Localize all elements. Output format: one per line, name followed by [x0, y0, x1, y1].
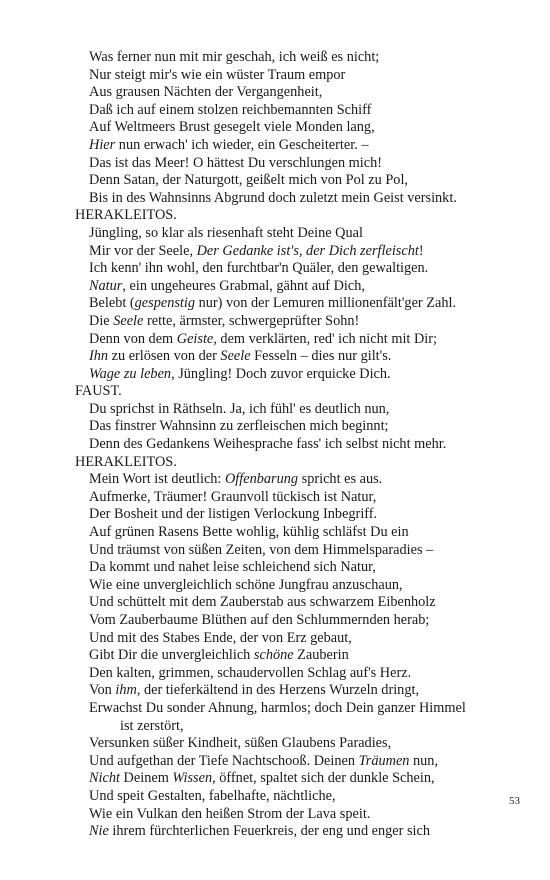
- text-segment: spricht es aus.: [298, 471, 383, 488]
- verse-line: [75, 401, 515, 419]
- text-segment: , dem verklärten, red' ich nicht mit Dir;: [213, 330, 437, 347]
- verse-line: [75, 67, 515, 85]
- text-segment: , der tieferkältend in des Herzens Wurzeln dringt,: [136, 682, 420, 699]
- verse-line: [75, 418, 515, 436]
- text-segment: nur) von der Lemuren millionenfält'ger Zahl.: [195, 295, 457, 312]
- text-segment: Was ferner nun mit mir geschah, ich weiß es nicht;: [89, 49, 380, 65]
- emphasized-text: Träumen: [358, 752, 410, 769]
- verse-line: [75, 700, 515, 718]
- emphasized-text: gespenstig: [134, 295, 196, 312]
- verse-line: [75, 172, 515, 190]
- verse-line: [75, 102, 515, 120]
- page-number: 53: [509, 795, 520, 807]
- verse-line: [75, 348, 515, 366]
- verse-line: [75, 366, 515, 384]
- verse-line: [75, 612, 515, 630]
- emphasized-text: Geiste: [176, 330, 214, 347]
- speaker-name: [75, 383, 515, 401]
- text-segment: Du sprichst in Räthseln. Ja, ich fühl' es deutlich nun,: [89, 400, 390, 417]
- text-segment: , öffnet, spaltet sich der dunkle Schein,: [212, 770, 435, 787]
- text-segment: Gibt Dir die unvergleichlich: [89, 647, 254, 664]
- text-segment: Wie ein Vulkan den heißen Strom der Lava speit.: [89, 805, 371, 822]
- text-segment: Die: [89, 312, 114, 329]
- text-segment: Aufmerke, Träumer! Graunvoll tückisch ist Natur,: [89, 488, 377, 505]
- text-segment: , ein ungeheures Grabmal, gähnt auf Dich,: [122, 277, 365, 294]
- verse-line: [75, 471, 515, 489]
- text-segment: Deinem: [119, 770, 173, 787]
- verse-line: [75, 489, 515, 507]
- verse-line: [75, 770, 515, 788]
- emphasized-text: Natur: [89, 277, 123, 294]
- emphasized-text: Offenbarung: [224, 471, 299, 488]
- text-segment: Denn des Gedankens Weihesprache fass' ich selbst nicht mehr.: [89, 436, 447, 453]
- verse-line: [75, 278, 515, 296]
- text-segment: Vom Zauberbaume Blüthen auf den Schlummernden herab;: [89, 612, 430, 628]
- text-segment: FAUST.: [75, 383, 122, 400]
- verse-line: [75, 823, 515, 841]
- text-segment: Jüngling, so klar als riesenhaft steht Deine Qual: [89, 224, 363, 241]
- verse-line: [75, 506, 515, 524]
- emphasized-text: schöne: [253, 647, 294, 664]
- verse-line: [75, 155, 515, 173]
- text-segment: nun erwach' ich wieder, ein Gescheiterter. –: [115, 136, 369, 153]
- text-segment: Ich kenn' ihn wohl, den furchtbar'n Quäler, den gewaltigen.: [89, 260, 429, 277]
- text-segment: ist zerstört,: [120, 717, 184, 734]
- verse-line: [75, 295, 515, 313]
- text-segment: rette, ärmster, schwergeprüfter Sohn!: [143, 312, 360, 329]
- text-segment: Und mit des Stabes Ende, der von Erz gebaut,: [89, 629, 352, 646]
- verse-line: [75, 735, 515, 753]
- verse-line: [75, 260, 515, 278]
- verse-line: [75, 542, 515, 560]
- verse-line: [75, 313, 515, 331]
- text-segment: Auf grünen Rasens Bette wohlig, kühlig schläfst Du ein: [89, 524, 409, 541]
- text-segment: Nur steigt mir's wie ein wüster Traum empor: [89, 66, 346, 83]
- text-segment: ihrem fürchterlichen Feuerkreis, der eng und enger sich: [108, 823, 431, 840]
- text-segment: Das finstrer Wahnsinn zu zerfleischen mich beginnt;: [89, 418, 389, 435]
- text-segment: Aus grausen Nächten der Vergangenheit,: [89, 84, 323, 101]
- text-segment: Und aufgethan der Tiefe Nachtschooß. Deinen: [89, 752, 359, 769]
- verse-line: [75, 225, 515, 243]
- text-segment: Von: [89, 682, 116, 699]
- emphasized-text: Wissen: [172, 770, 213, 787]
- emphasized-text: ihm: [115, 682, 137, 699]
- text-segment: Zauberin: [293, 647, 349, 664]
- verse-line: [75, 190, 515, 208]
- emphasized-text: Ihn: [89, 348, 109, 365]
- verse-line: [75, 524, 515, 542]
- text-segment: Mir vor der Seele,: [89, 242, 197, 259]
- speaker-name: [75, 207, 515, 225]
- emphasized-text: Der Gedanke ist's, der Dich zerfleischt: [196, 242, 419, 259]
- text-segment: HERAKLEITOS.: [75, 453, 177, 470]
- text-segment: Bis in des Wahnsinns Abgrund doch zuletzt mein Geist versinkt.: [89, 189, 457, 206]
- text-segment: Und schüttelt mit dem Zauberstab aus schwarzem Eibenholz: [89, 594, 436, 611]
- emphasized-text: Seele: [113, 312, 144, 329]
- text-segment: nun,: [409, 752, 439, 769]
- text-segment: Und speit Gestalten, fabelhafte, nächtliche,: [89, 787, 336, 804]
- verse-line: [75, 630, 515, 648]
- text-segment: Fesseln – dies nur gilt's.: [250, 348, 392, 365]
- text-segment: , Jüngling! Doch zuvor erquicke Dich.: [171, 365, 391, 382]
- text-segment: Belebt (: [89, 295, 135, 312]
- verse-line: [75, 647, 515, 665]
- verse-line: [75, 665, 515, 683]
- text-segment: HERAKLEITOS.: [75, 207, 177, 224]
- verse-line: [75, 559, 515, 577]
- text-segment: Denn von dem: [89, 330, 177, 347]
- verse-line: [75, 577, 515, 595]
- verse-line: [75, 331, 515, 349]
- verse-line-continuation: [75, 718, 515, 736]
- verse-text-block: [75, 49, 515, 841]
- emphasized-text: Nie: [89, 823, 109, 840]
- text-segment: Denn Satan, der Naturgott, geißelt mich von Pol zu Pol,: [89, 172, 408, 189]
- text-segment: Auf Weltmeers Brust gesegelt viele Monden lang,: [89, 119, 375, 136]
- verse-line: [75, 436, 515, 454]
- text-segment: !: [418, 242, 424, 259]
- verse-line: [75, 594, 515, 612]
- text-segment: Versunken süßer Kindheit, süßen Glaubens Paradies,: [89, 735, 392, 752]
- speaker-name: [75, 454, 515, 472]
- text-segment: Den kalten, grimmen, schaudervollen Schlag auf's Herz.: [89, 664, 412, 681]
- verse-line: [75, 243, 515, 261]
- verse-line: [75, 753, 515, 771]
- text-segment: Erwachst Du sonder Ahnung, harmlos; doch Dein ganzer Himmel: [89, 699, 466, 716]
- verse-line: [75, 788, 515, 806]
- text-segment: zu erlösen von der: [108, 348, 221, 365]
- text-segment: Mein Wort ist deutlich:: [89, 471, 225, 488]
- verse-line: [75, 806, 515, 824]
- verse-line: [75, 137, 515, 155]
- emphasized-text: Hier: [89, 136, 116, 153]
- text-segment: Der Bosheit und der listigen Verlockung Inbegriff.: [89, 506, 378, 523]
- verse-line: [75, 49, 515, 67]
- text-segment: Wie eine unvergleichlich schöne Jungfrau anzuschaun,: [89, 576, 403, 593]
- emphasized-text: Seele: [220, 348, 251, 365]
- text-segment: Und träumst von süßen Zeiten, von dem Himmelsparadies –: [89, 541, 434, 558]
- emphasized-text: Wage zu leben: [89, 365, 172, 382]
- verse-line: [75, 682, 515, 700]
- verse-line: [75, 84, 515, 102]
- text-segment: Da kommt und nahet leise schleichend sich Natur,: [89, 559, 376, 576]
- text-segment: Daß ich auf einem stolzen reichbemannten Schiff: [89, 101, 372, 118]
- emphasized-text: Nicht: [89, 770, 120, 787]
- text-segment: Das ist das Meer! O hättest Du verschlungen mich!: [89, 154, 383, 171]
- verse-line: [75, 119, 515, 137]
